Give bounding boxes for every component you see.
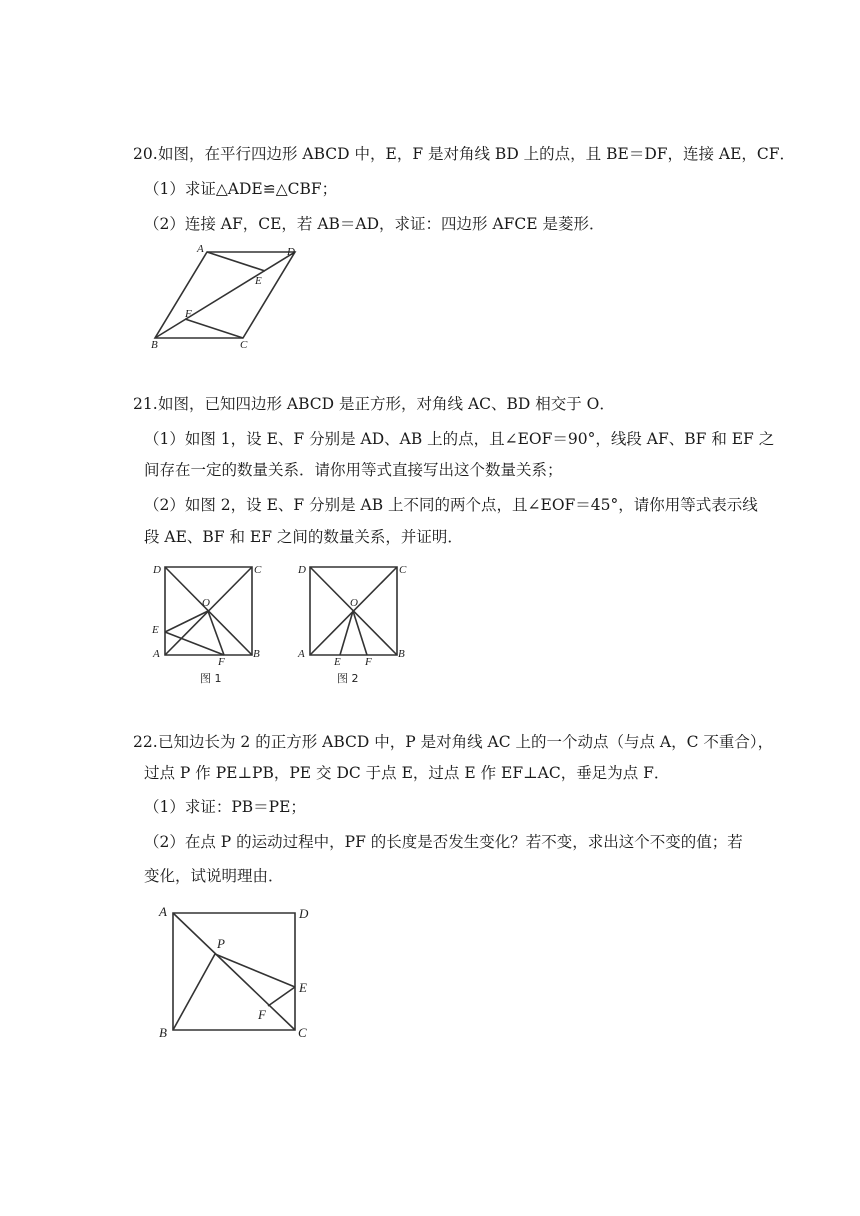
figure-caption: 图 2 bbox=[337, 672, 359, 685]
label-d: D bbox=[287, 246, 295, 258]
parallelogram-figure bbox=[145, 240, 310, 352]
problem-number: 21. bbox=[133, 395, 158, 413]
label-c: C bbox=[298, 1025, 307, 1040]
problem-text: 如图，在平行四边形 ABCD 中，E，F 是对角线 BD 上的点，且 BE＝DF，连接 AE，CF． bbox=[158, 145, 796, 163]
problem-text: 如图，已知四边形 ABCD 是正方形，对角线 AC、BD 相交于 O． bbox=[158, 395, 615, 413]
label-f: F bbox=[185, 308, 192, 320]
label-e: E bbox=[152, 624, 159, 636]
label-b: B bbox=[398, 648, 405, 660]
problem-text-cont: 过点 P 作 PE⊥PB，PE 交 DC 于点 E，过点 E 作 EF⊥AC，垂足为点 F． bbox=[144, 764, 670, 782]
figure-caption: 图 1 bbox=[200, 672, 222, 685]
label-b: B bbox=[253, 648, 260, 660]
label-c: C bbox=[399, 564, 407, 576]
square-figure-p bbox=[155, 900, 325, 1042]
label-o: O bbox=[350, 597, 358, 609]
label-d: D bbox=[298, 564, 306, 576]
sub-question-1: （1）如图 1，设 E、F 分别是 AD、AB 上的点，且∠EOF＝90°，线段 AF、BF 和 EF 之 bbox=[144, 430, 775, 448]
sub-question-1: （1）求证：PB＝PE； bbox=[144, 798, 306, 816]
label-b: B bbox=[151, 339, 158, 351]
sub-question-2: （2）连接 AF，CE，若 AB＝AD，求证：四边形 AFCE 是菱形． bbox=[144, 215, 605, 233]
label-a: A bbox=[298, 648, 305, 660]
label-c: C bbox=[240, 339, 248, 351]
sub-question-2-cont: 段 AE、BF 和 EF 之间的数量关系，并证明． bbox=[144, 528, 463, 546]
sub-question-2: （2）如图 2，设 E、F 分别是 AB 上不同的两个点，且∠EOF＝45°，请你用等式表示线 bbox=[144, 496, 758, 514]
sub-question-1-cont: 间存在一定的数量关系．请你用等式直接写出这个数量关系； bbox=[144, 461, 563, 479]
square-figure-2 bbox=[295, 560, 415, 688]
sub-question-2: （2）在点 P 的运动过程中，PF 的长度是否发生变化？若不变，求出这个不变的值；若 bbox=[144, 833, 743, 851]
square-figure-1 bbox=[150, 560, 270, 688]
label-e: E bbox=[299, 980, 307, 995]
label-b: B bbox=[159, 1025, 167, 1040]
label-e: E bbox=[334, 656, 341, 668]
sub-question-1: （1）求证△ADE≌△CBF； bbox=[144, 180, 338, 198]
label-a: A bbox=[159, 904, 167, 919]
label-c: C bbox=[254, 564, 262, 576]
label-f: F bbox=[365, 656, 372, 668]
label-a: A bbox=[197, 243, 204, 255]
label-d: D bbox=[153, 564, 161, 576]
label-p: P bbox=[217, 936, 225, 951]
label-a: A bbox=[153, 648, 160, 660]
label-f: F bbox=[218, 656, 225, 668]
label-d: D bbox=[299, 906, 309, 921]
label-f: F bbox=[258, 1007, 266, 1022]
problem-number: 20. bbox=[133, 145, 158, 163]
label-o: O bbox=[202, 597, 210, 609]
sub-question-2-cont: 变化，试说明理由． bbox=[144, 867, 284, 885]
problem-number: 22. bbox=[133, 733, 158, 751]
label-e: E bbox=[255, 275, 262, 287]
problem-text: 已知边长为 2 的正方形 ABCD 中，P 是对角线 AC 上的一个动点（与点 A，C 不重合）， bbox=[158, 733, 774, 751]
